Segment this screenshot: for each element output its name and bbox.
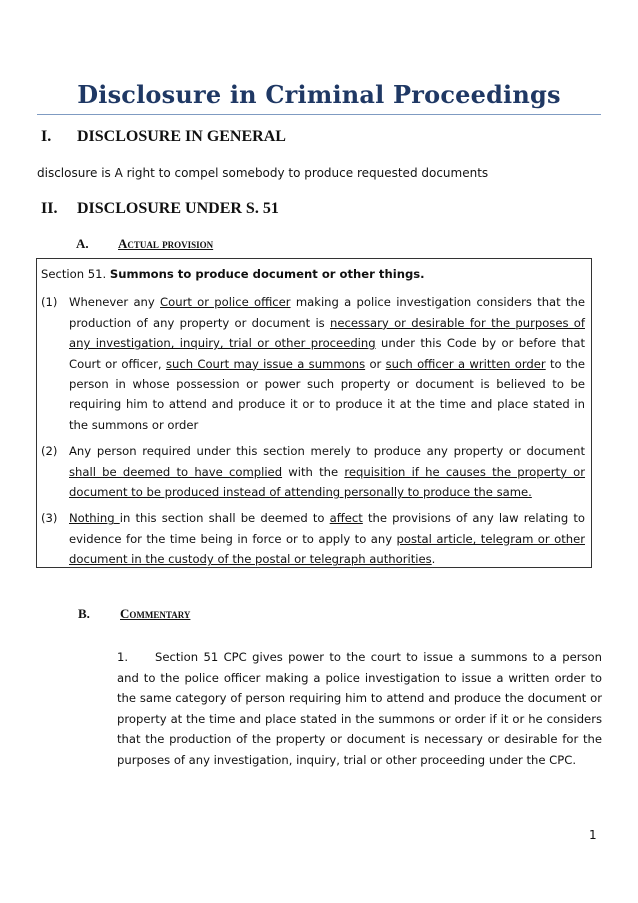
underlined-text: necessary or desirable for the purposes of any investigation, inquiry, trial or other proceeding xyxy=(69,315,585,351)
item-text: or xyxy=(365,356,386,371)
item-text: in this section shall be deemed to xyxy=(119,511,330,526)
item-text: Any person required under this section merely to produce any property or document xyxy=(69,444,585,459)
underlined-text: shall be deemed to have complied xyxy=(69,464,283,479)
heading-number: II. xyxy=(41,200,58,217)
subheading-letter: B. xyxy=(78,606,90,621)
item-text: . xyxy=(431,552,436,567)
subheading-label: Commentary xyxy=(120,606,191,621)
item-text: making a police investigation considers that the production of any property or document is xyxy=(69,295,585,330)
commentary-text: Section 51 CPC gives power to the court to issue a summons to a person and to the police officer making a police investigation to issue a written order to the same category of person requiring him to attend and produce the document or property at the time and place stated in the summons or order if it or he considers that the production of the property or document is necessary or desirable for the purposes of any investigation, inquiry, trial or other proceeding under the CPC. xyxy=(117,650,602,767)
underlined-text: postal article, telegram or other document in the custody of the postal or telegraph authorities xyxy=(69,531,585,567)
provision-item-2 xyxy=(41,441,585,502)
underlined-text: affect xyxy=(329,511,363,526)
page-title: Disclosure in Criminal Proceedings xyxy=(77,80,561,109)
page-number: 1 xyxy=(589,828,597,842)
item-text: Whenever any xyxy=(69,295,161,310)
item-number: (2) xyxy=(41,444,58,459)
section-prefix: Section 51. xyxy=(41,267,107,281)
definition-paragraph: disclosure is A right to compel somebody to produce requested documents xyxy=(37,166,489,180)
underlined-text: such officer a written order xyxy=(385,356,546,371)
item-number: (3) xyxy=(41,511,58,526)
underlined-text: such Court may issue a summons xyxy=(165,356,366,371)
provision-item-1 xyxy=(41,292,585,435)
underlined-text: Nothing xyxy=(69,511,120,526)
heading-text: DISCLOSURE UNDER S. 51 xyxy=(77,200,279,217)
commentary-number: 1. xyxy=(117,650,129,664)
section-title: Summons to produce document or other things. xyxy=(109,267,425,281)
underlined-text: Court or police officer xyxy=(160,295,291,310)
subheading-label: Actual provision xyxy=(118,236,214,251)
heading-disclosure-under-s51 xyxy=(41,200,279,218)
subheading-letter: A. xyxy=(76,236,89,251)
item-number: (1) xyxy=(41,295,58,310)
underlined-text: requisition if he causes the property or document to be produced instead of attending personally to produce the same. xyxy=(69,464,586,500)
heading-disclosure-in-general xyxy=(41,128,286,146)
heading-text: DISCLOSURE IN GENERAL xyxy=(77,128,286,145)
provision-item-3 xyxy=(41,508,585,569)
heading-number: I. xyxy=(41,128,52,145)
subheading-commentary xyxy=(78,606,190,622)
item-text: with the xyxy=(282,464,345,479)
subheading-actual-provision xyxy=(76,236,213,252)
provision-text-box xyxy=(36,258,592,568)
item-text: under this Code by or before that Court or officer, xyxy=(69,336,585,371)
item-text: the provisions of any law relating to evidence for the time being in force or to apply to any xyxy=(69,511,585,546)
section-title-line xyxy=(41,264,585,284)
item-text: to the person in whose possession or power such property or document is believed to be requiring him to attend and produce it or to produce it at the time and place stated in the summons or order xyxy=(69,356,585,432)
title-underline-rule xyxy=(37,114,601,115)
commentary-paragraph xyxy=(117,647,602,771)
